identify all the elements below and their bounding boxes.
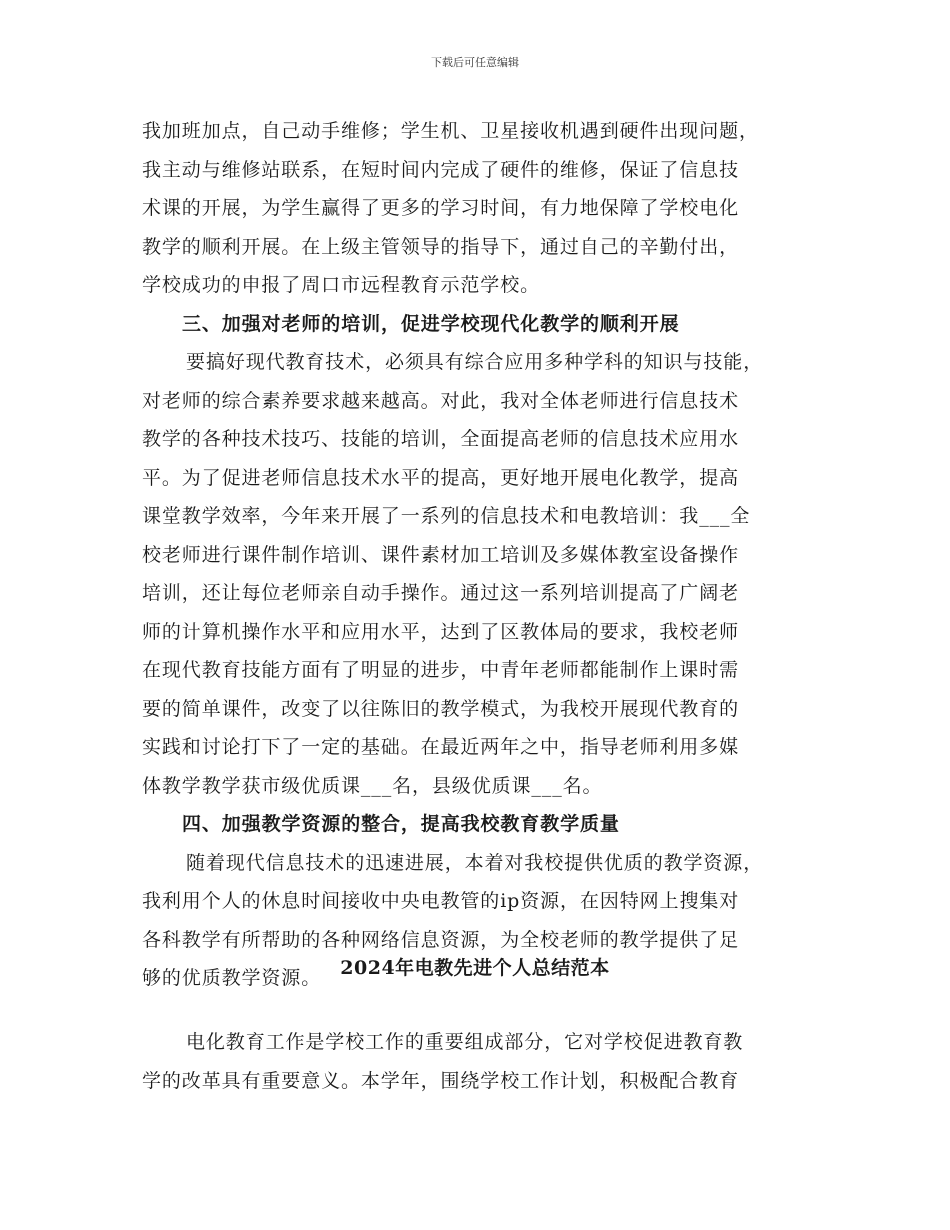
page-header: 下载后可任意编辑 [431,56,519,69]
text-line: 实践和讨论打下了一定的基础。在最近两年之中，指导老师利用多媒 [142,736,740,758]
text-line: 术课的开展，为学生赢得了更多的学习时间，有力地保障了学校电化 [142,197,740,219]
text-line: 够的优质教学资源。 [142,967,322,989]
text-line: 师的计算机操作水平和应用水平，达到了区教体局的要求，我校老师 [142,620,740,643]
text-line: 学校成功的申报了周口市远程教育示范学校。 [142,274,541,296]
section-3-heading: 三、加强对老师的培训，促进学校现代化教学的顺利开展 [182,312,680,335]
text-line: 各科教学有所帮助的各种网络信息资源，为全校老师的教学提供了足 [142,928,740,951]
text-line: 随着现代信息技术的迅速进展，本着对我校提供优质的教学资源， [186,851,764,874]
section-4-heading: 四、加强教学资源的整合，提高我校教育教学质量 [182,813,620,835]
text-line: 教学的各种技术技巧、技能的培训，全面提高老师的信息技术应用水 [142,428,740,450]
intro-paragraph [142,1023,810,1100]
text-line: 电化教育工作是学校工作的重要组成部分，它对学校促进教育教 [186,1031,744,1053]
text-line: 要的简单课件，改变了以往陈旧的教学模式，为我校开展现代教育的 [142,697,740,720]
document-title: 2024年电教先进个人总结范本 [340,957,610,979]
text-line: 校老师进行课件制作培训、课件素材加工培训及多媒体教室设备操作 [142,543,740,566]
section-3-paragraph [142,343,810,805]
text-line: 我加班加点，自己动手维修；学生机、卫星接收机遇到硬件出现问题， [142,120,759,142]
text-line: 我主动与维修站联系，在短时间内完成了硬件的维修，保证了信息技 [142,158,740,181]
text-line: 教学的顺利开展。在上级主管领导的指导下，通过自己的辛勤付出， [142,235,740,258]
document-body [142,112,810,998]
text-line: 要搞好现代教育技术，必须具有综合应用多种学科的知识与技能， [186,351,764,373]
continued-paragraph [142,112,810,305]
text-line: 培训，还让每位老师亲自动手操作。通过这一系列培训提高了广阔老 [142,582,740,604]
text-line: 平。为了促进老师信息技术水平的提高，更好地开展电化教学，提高 [142,466,740,489]
text-line: 课堂教学效率，今年来开展了一系列的信息技术和电教培训：我___全 [142,505,751,527]
text-line: 我利用个人的休息时间接收中央电教管的ip资源，在因特网上搜集对 [142,890,740,912]
text-line: 体教学教学获市级优质课___名，县级优质课___名。 [142,774,603,797]
text-line: 在现代教育技能方面有了明显的进步，中青年老师都能制作上课时需 [142,659,740,681]
text-line: 对老师的综合素养要求越来越高。对此，我对全体老师进行信息技术 [142,389,740,412]
text-line: 学的改革具有重要意义。本学年，围绕学校工作计划，积极配合教育 [142,1069,740,1092]
